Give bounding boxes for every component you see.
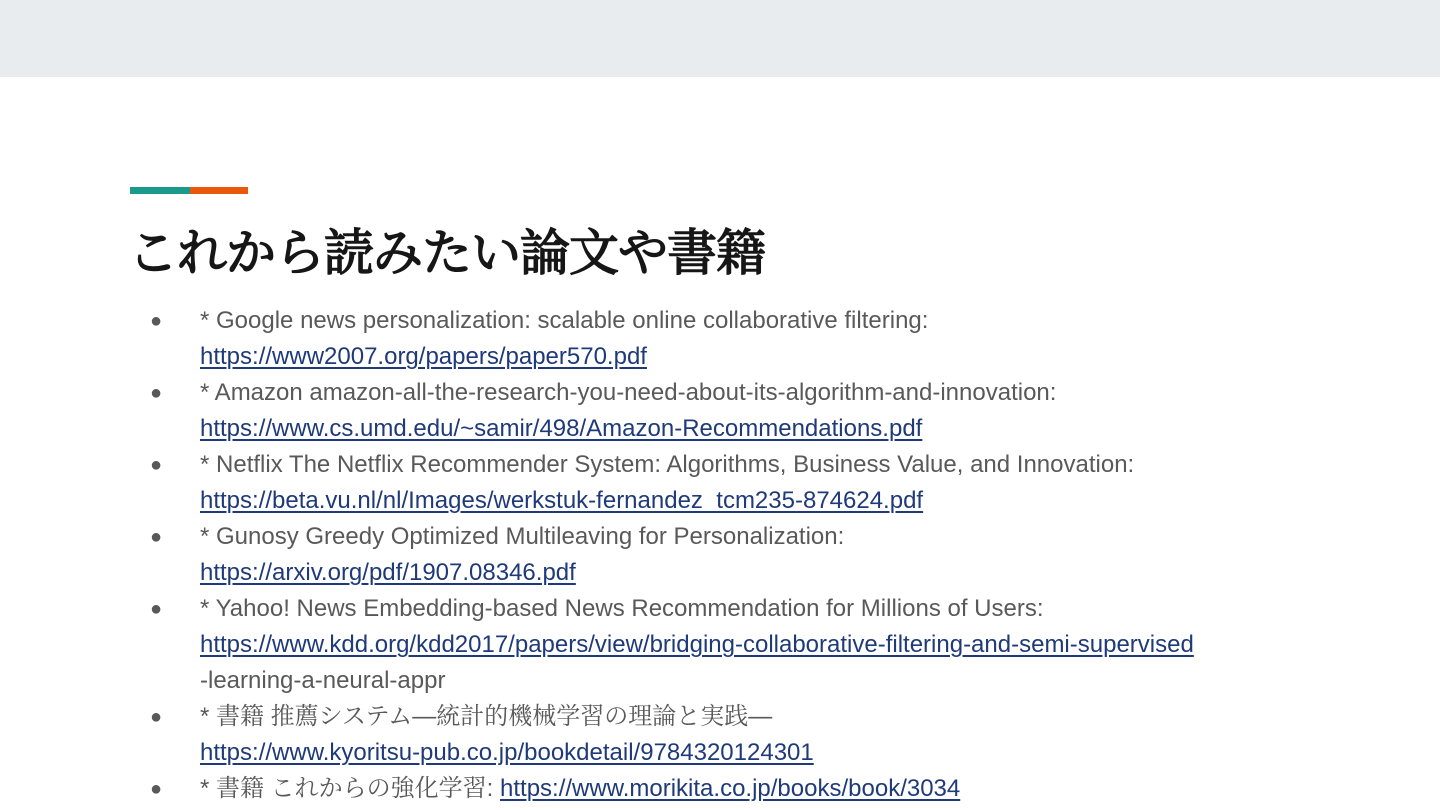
list-item [0,699,1440,771]
list-item [0,303,1440,375]
reference-link[interactable]: https://www2007.org/papers/paper570.pdf [200,343,647,370]
list-item [0,591,1440,699]
bullet-icon: ● [150,454,163,476]
reference-link[interactable]: https://beta.vu.nl/nl/Images/werkstuk-fernandez_tcm235-874624.pdf [200,487,924,514]
bullet-icon: ● [150,598,163,620]
list-item [0,375,1440,447]
bullet-icon: ● [150,382,163,404]
reference-link[interactable]: https://www.kdd.org/kdd2017/papers/view/bridging-collaborative-filtering-and-semi-supervised [200,631,1194,658]
slide-title: これから読みたい論文や書籍 [128,225,765,281]
reference-list [0,303,1440,807]
title-accent-orange [190,187,248,194]
reference-text: * Amazon amazon-all-the-research-you-need-about-its-algorithm-and-innovation: [200,379,1057,406]
reference-text: * Yahoo! News Embedding-based News Recommendation for Millions of Users: [200,595,1044,622]
reference-link[interactable]: https://arxiv.org/pdf/1907.08346.pdf [200,559,576,586]
list-item [0,519,1440,591]
bullet-icon: ● [150,310,163,332]
reference-text: * 書籍 これからの強化学習: [200,775,494,802]
top-band [0,0,1440,77]
reference-link[interactable]: https://www.kyoritsu-pub.co.jp/bookdetail/9784320124301 [200,739,814,766]
reference-text: * Netflix The Netflix Recommender System: Algorithms, Business Value, and Innovation: [200,451,1135,478]
reference-link[interactable]: https://www.morikita.co.jp/books/book/3034 [500,775,961,802]
bullet-icon: ● [150,778,163,800]
reference-link-tail: -learning-a-neural-appr [200,667,446,694]
reference-text: * Gunosy Greedy Optimized Multileaving for Personalization: [200,523,845,550]
bullet-icon: ● [150,706,163,728]
bullet-icon: ● [150,526,163,548]
reference-text: * 書籍 推薦システム―統計的機械学習の理論と実践― [200,703,773,730]
list-item [0,771,1440,807]
reference-text: * Google news personalization: scalable online collaborative filtering: [200,307,929,334]
list-item [0,447,1440,519]
reference-link[interactable]: https://www.cs.umd.edu/~samir/498/Amazon-Recommendations.pdf [200,415,923,442]
title-accent-teal [130,187,190,194]
